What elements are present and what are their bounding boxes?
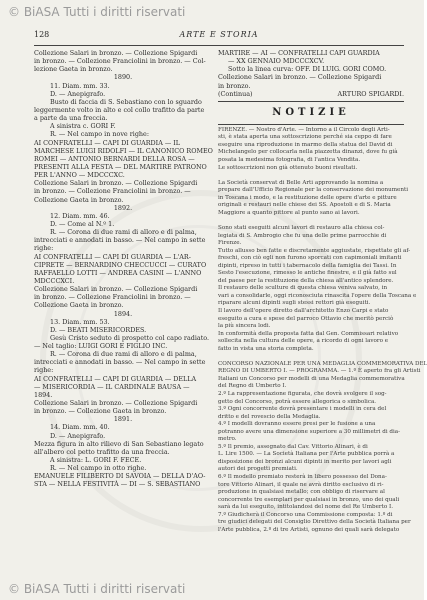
text-line: Collezione Salari in bronzo. — Collezione Spigardi (34, 179, 198, 188)
text-line: 7.º Giudicherà il Concorso una Commissione composta: 1.º di (218, 511, 393, 518)
text-line: D. — Anepigrafo. (50, 89, 106, 98)
text-line: STA — NELLA FESTIVITÀ — DI — S. SEBASTIANO (34, 480, 201, 489)
text-line: in bronzo. — Collezione Gaeta in bronzo. (34, 407, 167, 416)
text-line: 1890. (113, 73, 133, 82)
text-line: 12. Diam. mm. 46. (50, 211, 110, 220)
text-line: getto del Concorso, potrà essere allegorica o simbolica. (218, 398, 377, 405)
text-line: FIRENZE. — Nostro d'Arte. — Intorno a il Circolo degli Arti- (218, 126, 390, 133)
text-line: CONCORSO NAZIONALE PER UNA MEDAGLIA COMMEMORATIVA DEL (218, 360, 427, 367)
text-line: eseguire una riproduzione in marmo della statua del David di (218, 141, 393, 148)
text-line: A sinistra c. GORI F. (50, 122, 116, 131)
text-line: in bronzo. — Collezione Franciolini in bronzo. — (34, 293, 191, 302)
text-line: 3.º Ogni concorrente dovrà presentare i modelli in cera del (218, 406, 387, 413)
text-line: del paese per la restituzione della chiesa all'antico splendore. (218, 277, 394, 284)
text-line: originali e restauri nelle chiese dei SS. Apostoli e di S. Maria (218, 202, 391, 209)
right-column (218, 49, 427, 534)
watermark-top: © BiASA Tutti i diritti riservati (8, 5, 186, 19)
text-line: dipinti, ripreso in tutti i tabernacolo della famiglia dei Tassi. In (218, 262, 397, 269)
text-line: prepare dall'Ufficio Regionale per la conservazione dei monumenti (218, 187, 408, 194)
text-line: in Toscana i modo, e la restituzione delle opere d'arte e pitture (218, 194, 397, 201)
text-line: 1892. (113, 203, 133, 212)
text-line: — XX GENNAIO MDCCCXCV. (228, 57, 325, 66)
text-line: D. — Anepigrafo. (50, 431, 106, 440)
text-line: freschi, con ciò egli non furono sporcati con capimoniali imitanti (218, 255, 402, 262)
text-line: del Regno di Umberto I. (218, 383, 287, 390)
text-line: — Nel taglio: LUIGI GORI E FIGLIO INC. (34, 342, 168, 351)
text-line: 4.º I modelli dovranno essere presi per le fusione a una (218, 421, 376, 428)
text-line: riparare alcuni dipinti sugli stessi rettori già eseguiti. (218, 300, 371, 307)
text-line: Mezza figura in alto rilievo di San Sebastiano legato (34, 439, 204, 448)
text-line: 6.º Il modello premiato resterà in libero possesso del Dona- (218, 474, 387, 480)
text-line: vari a consolidarle, oggi riconosciuta rinascita l'opere della Toscana e (218, 292, 417, 299)
text-line: metro. (218, 436, 237, 443)
text-line: Sono stati eseguiti alcuni lavori di restauro alla chiesa col- (218, 224, 385, 231)
text-line: Sesto l'esecuzione, rimesso le antiche finestre, e il già fatto sul (218, 270, 397, 277)
text-line: AI CONFRATELLI — CAPI DI GUARDIA — DELLA (34, 374, 197, 383)
text-line: La Società conservat di Belle Arti approvando la nomina a (218, 179, 384, 186)
text-line: sti, è stata aperta una sottoscrizione perché sia ceppo di fare (218, 134, 392, 141)
running-title: ARTE E STORIA (179, 30, 259, 39)
right-column-continuation (218, 49, 404, 90)
text-line: tre giudici delegati del Consiglio Direttivo della Società Italiana per (218, 519, 411, 526)
text-line: In conformità della proposta fatta dal Gen. Commissari relativo (218, 330, 399, 337)
text-line: intrecciati e annodati in basso. — Nel campo in sette (34, 236, 206, 245)
page-number: 128 (34, 30, 50, 39)
text-line: AI CONFRATELLI — CAPI DI GUARDIA — IL (34, 138, 181, 147)
text-line: EMANUELE FILIBERTO DI SAVOIA — DELLA D'AO- (34, 472, 206, 481)
text-line: 5.º Il premio, assegnato dal Cav. Vittorio Alinari, è di (218, 443, 368, 450)
header-rule (34, 45, 404, 46)
text-line: 14. Diam. mm. 40. (50, 423, 110, 432)
text-line: Il restauro delle sculture di questa chiesa veniva salvato, in (218, 285, 388, 292)
text-line: R. — Corona di due rami di alloro e di palma, (50, 350, 197, 359)
text-line: AI CONFRATELLI — CAPI DI GUARDIA — L'AR- (34, 252, 191, 261)
text-line: Tutto allusso ben fatte e discretamente aggiustate, rispettate gli af- (218, 247, 411, 254)
text-line: Collezione Salari in bronzo. — Collezione Spigardi (34, 285, 198, 294)
text-line: in bronzo. — Collezione Franciolini in bronzo. — (34, 187, 191, 196)
text-line: 13. Diam. mm. 53. (50, 317, 110, 326)
text-line: lezione Gaeta in bronzo. (34, 65, 113, 74)
text-line: potranno avere una dimensione superiore a 30 millimetri di dia- (218, 428, 401, 435)
continua-label: (Continua) (218, 89, 253, 98)
text-line: a parte da una freccia. (34, 114, 108, 123)
left-column (34, 49, 212, 489)
text-line: Italiani un Concorso per modelli di una Medaglia commemorativa (218, 375, 405, 382)
text-line: sollecita nella cultura delle opere, a ricordo di ogni lavoro e (218, 338, 389, 345)
text-line: intrecciati e annodati in basso. — Nel campo in sette (34, 358, 206, 367)
text-line: RAFFAELLO LOTTI — ANDREA CASINI — L'ANNO (34, 268, 202, 277)
text-line: 2.º La rappresentazione figurata, che dovrà svolgere il sog- (218, 390, 387, 397)
text-line: CIPRETE — BERNARDINO CHECCUCCI — CURATO (34, 260, 207, 269)
text-line: 11. Diam. mm. 33. (50, 81, 110, 90)
text-line: autori dei progetti premiati. (218, 466, 298, 473)
text-line: MARTIRE — AI — CONFRATELLI CAPI GUARDIA (218, 49, 380, 57)
text-line: — MISERICORDIA — IL CARDINALE BAUSA — (34, 382, 190, 391)
text-line: produzione in qualsiasi metallo; con obbligo di riservare al (218, 489, 385, 496)
text-line: la più sincera lodi. (218, 323, 271, 330)
text-line: MDCCCXCI. (34, 276, 75, 285)
text-line: Gesù Cristo seduto di prospetto col capo radiato. (50, 333, 210, 342)
text-line: fatto in vista una storia completa. (218, 345, 314, 352)
text-line (218, 172, 404, 180)
text-line: sarà da lui eseguito, intitolandosi del nome del Re Umberto I. (218, 504, 393, 511)
text-line: Le sottoscrizioni non già ottenuto buoni risultati. (218, 164, 358, 171)
text-line: D. — BEATI MISERICORDES. (50, 325, 147, 334)
section-title-notizie: NOTIZIE (218, 101, 404, 125)
text-line: tore Vittorio Alinari, il quale ne avrà diritto esclusivo di ri- (218, 481, 384, 488)
text-line (218, 353, 404, 361)
text-line: Busto di faccia di S. Sebastiano con lo sguardo (50, 97, 202, 106)
text-line: concorrente tre esemplari per qualsiasi in bronzo, uno dei quali (218, 496, 400, 503)
signature-line (218, 90, 404, 98)
text-line: PER L'ANNO — MDCCCXC. (34, 171, 125, 180)
text-line: R. — Nel campo in nove righe: (50, 130, 149, 139)
text-line: Collezione Gaeta in bronzo. (34, 301, 124, 310)
text-line: Il lavoro dell'opere diretto dall'architetto Enzo Carpi e stato (218, 307, 389, 314)
notizie-body (218, 126, 427, 535)
text-line: Michelangelo per collocarla nella piazzetta dinanzi, dove fu già (218, 149, 398, 156)
text-line: righe: (34, 244, 54, 253)
text-line: R. — Nel campo in otto righe. (50, 464, 147, 473)
text-line: dritto e del rovescio della Medaglia. (218, 413, 321, 420)
text-line: 1891. (113, 415, 133, 424)
text-line: all'albero col petto trafitto da una freccia. (34, 447, 170, 456)
text-line (218, 217, 404, 225)
text-line: Collezione Salari in bronzo. — Collezione Spigardi (34, 399, 198, 408)
text-line: D. — Come al N.º 1. (50, 219, 115, 228)
text-line: in bronzo. (218, 81, 251, 90)
text-line: l'Arte pubblica, 2.º di tre Artisti, ognuno dei quali sarà delegato (218, 526, 400, 533)
text-line: eseguito a cura e spese del parroco Ottavio che meritò perciò (218, 315, 394, 322)
running-header (34, 30, 404, 42)
text-line: 1894. (113, 309, 133, 318)
text-line: in bronzo. — Collezione Franciolini in bronzo. — Col- (34, 57, 206, 66)
text-line: REGNO DI UMBERTO I. — PROGRAMMA. — 1.º È aperto fra gli Artisti (218, 368, 421, 375)
text-line: posata la medesima fotografia, di l'antica Vendita. (218, 157, 361, 164)
text-line: legiata di S. Ambrogio che fu una delle prime parrocchie di (218, 232, 387, 239)
text-line: Collezione Salari in bronzo. — Collezione Spigardi (34, 49, 198, 57)
text-line: Collezione Gaeta in bronzo. (34, 195, 124, 204)
text-line: PRESENTI ALLA FESTA — DEL MARTIRE PATRONO (34, 162, 207, 171)
watermark-bottom: © BiASA Tutti i diritti riservati (8, 582, 186, 596)
text-line: MARCHESE LUIGI RIDOLFI — IL CANONICO ROMEO (34, 146, 213, 155)
text-line: Maggiore a quanto pittore al punto sano ai lavori. (218, 209, 360, 216)
text-line: 1894. (34, 390, 53, 399)
text-line: righe: (34, 366, 54, 375)
author-signature: ARTURO SPIGARDI. (337, 89, 404, 98)
text-line: disposizione dei bronzi alcuni dipinti in merito per lavori agli (218, 458, 392, 465)
text-line: Firenze. (218, 240, 242, 247)
text-line: Sotto la linea curva: OFF. DI LUIG. GORI COMO. (228, 65, 387, 74)
text-line: ROMEI — ANTONIO BERNARDI DELLA ROSA — (34, 154, 195, 163)
text-line: Collezione Salari in bronzo. — Collezione Spigardi (218, 73, 382, 82)
text-line: L. Lire 1500. — La Società Italiana per l'Arte pubblica porrà a (218, 451, 395, 458)
text-line: A sinistra: L. GORI F. FECE. (50, 456, 142, 465)
text-line: R. — Corona di due rami di alloro e di palma, (50, 228, 197, 237)
text-line: leggermente volto in alto e col collo trafitto da parte (34, 105, 205, 114)
